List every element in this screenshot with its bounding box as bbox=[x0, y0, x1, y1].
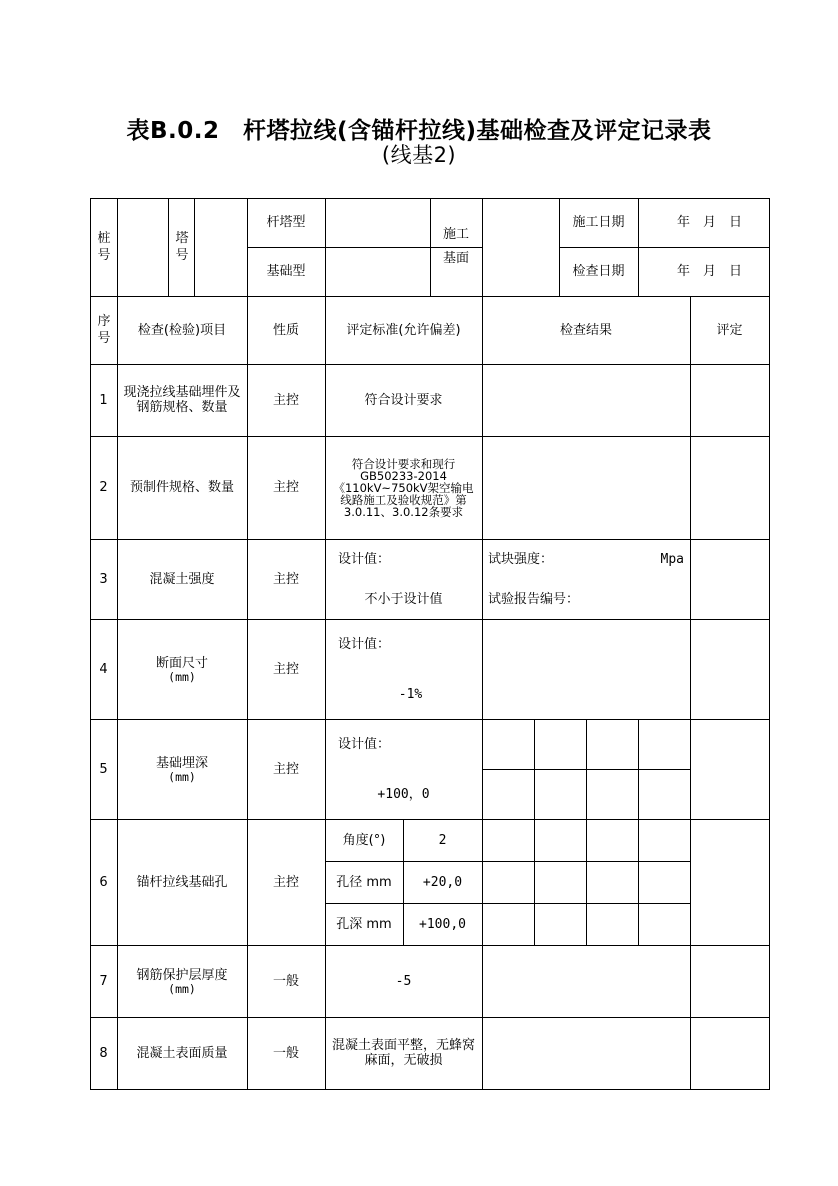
tower-type-label: 杆塔型 bbox=[266, 215, 306, 230]
row3-report-no-label: 试验报告编号： bbox=[488, 591, 580, 607]
row5-item-cell bbox=[117, 719, 247, 819]
row7-item: 钢筋保护层厚度 bbox=[136, 967, 228, 983]
row5-item: 基础埋深 bbox=[155, 755, 208, 771]
row6-depth-label: 孔深 mm bbox=[336, 916, 392, 932]
row4-unit: (mm) bbox=[168, 669, 196, 684]
row6-diameter-label: 孔径 mm bbox=[336, 874, 392, 890]
row7-standard: -5 bbox=[395, 973, 412, 989]
row1-no: 1 bbox=[99, 392, 108, 408]
row1-standard: 符合设计要求 bbox=[364, 392, 443, 408]
row6-depth-value: +100,0 bbox=[419, 916, 466, 932]
row5-no: 5 bbox=[99, 761, 108, 777]
row3-item: 混凝土强度 bbox=[149, 571, 215, 587]
tower-no-label: 塔号 bbox=[175, 231, 189, 263]
construction-date-value: 年 月 日 bbox=[676, 215, 742, 230]
row4-no: 4 bbox=[99, 661, 108, 677]
row4-item-cell bbox=[117, 619, 247, 719]
row5-design-label: 设计值： bbox=[338, 736, 391, 752]
row7-nature: 一般 bbox=[272, 973, 299, 989]
row4-design-label: 设计值： bbox=[338, 636, 391, 652]
inspection-date-label: 检查日期 bbox=[572, 264, 625, 279]
row7-no: 7 bbox=[99, 973, 108, 989]
construction-date-label: 施工日期 bbox=[572, 215, 625, 230]
pile-no-label: 桩号 bbox=[97, 231, 111, 263]
row3-block-strength-label: 试块强度： bbox=[488, 551, 554, 567]
row4-standard-value: -1% bbox=[398, 686, 423, 702]
row3-nature: 主控 bbox=[272, 571, 299, 587]
row5-unit: (mm) bbox=[168, 769, 196, 784]
foundation-type-label: 基础型 bbox=[266, 264, 306, 279]
row3-standard-value: 不小于设计值 bbox=[364, 591, 443, 607]
row1-nature: 主控 bbox=[272, 392, 299, 408]
row5-nature: 主控 bbox=[272, 761, 299, 777]
construction-base-label bbox=[430, 198, 482, 296]
column-item: 检查(检验)项目 bbox=[137, 322, 227, 338]
row6-item: 锚杆拉线基础孔 bbox=[136, 874, 228, 890]
row8-item: 混凝土表面质量 bbox=[136, 1045, 228, 1061]
document-title: 表B.0.2 杆塔拉线(含锚杆拉线)基础检查及评定记录表 bbox=[126, 118, 712, 144]
inspection-date-value: 年 月 日 bbox=[676, 264, 742, 279]
row3-strength-unit: Mpa bbox=[660, 551, 684, 567]
row8-standard: 混凝土表面平整，无蜂窝麻面，无破损 bbox=[331, 1038, 475, 1068]
row5-standard-value: +100，0 bbox=[377, 786, 430, 802]
construction-base-label-line2: 基面 bbox=[442, 251, 469, 266]
row6-angle-value: 2 bbox=[438, 832, 447, 848]
column-nature: 性质 bbox=[272, 322, 299, 338]
column-rating: 评定 bbox=[716, 322, 743, 338]
document-subtitle: (线基2) bbox=[381, 143, 457, 167]
row2-nature: 主控 bbox=[272, 480, 299, 495]
row6-angle-label: 角度(°) bbox=[342, 832, 386, 848]
row2-item: 预制件规格、数量 bbox=[129, 480, 234, 495]
row4-nature: 主控 bbox=[272, 661, 299, 677]
row7-item-cell bbox=[117, 945, 247, 1017]
column-result: 检查结果 bbox=[559, 322, 612, 338]
row4-item: 断面尺寸 bbox=[155, 655, 208, 671]
row8-no: 8 bbox=[99, 1045, 108, 1061]
row3-design-label: 设计值： bbox=[338, 551, 391, 567]
row6-diameter-value: +20,0 bbox=[422, 874, 463, 890]
row7-unit: (mm) bbox=[168, 981, 196, 996]
row6-nature: 主控 bbox=[272, 874, 299, 890]
column-seq: 序号 bbox=[97, 314, 111, 346]
row2-no: 2 bbox=[99, 480, 108, 495]
row3-no: 3 bbox=[99, 571, 108, 587]
row2-standard: 符合设计要求和现行GB50233-2014《110kV~750kV架空输电线路施工及验收规范》第3.0.11、3.0.12条要求 bbox=[333, 456, 474, 519]
row1-item: 现浇拉线基础埋件及钢筋规格、数量 bbox=[123, 385, 241, 415]
construction-base-label-line1: 施工 bbox=[442, 227, 469, 242]
row6-no: 6 bbox=[99, 874, 108, 890]
column-standard: 评定标准(允许偏差) bbox=[346, 322, 461, 338]
row8-nature: 一般 bbox=[272, 1045, 299, 1061]
